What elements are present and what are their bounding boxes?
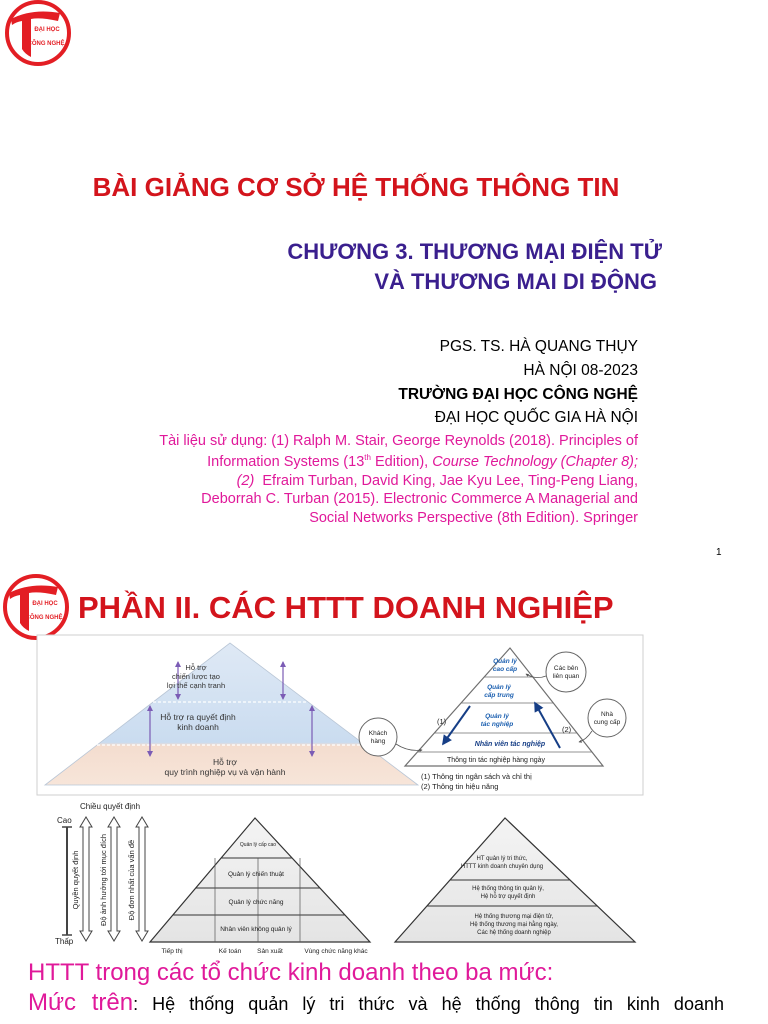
reference-line-3-text: Efraim Turban, David King, Jae Kyu Lee, Ting-Peng Liang, bbox=[254, 473, 638, 489]
author: PGS. TS. HÀ QUANG THỤY bbox=[439, 338, 638, 355]
legend-item: (2) Thông tin hiệu năng bbox=[421, 782, 499, 791]
strategy-middle-label: kinh doanh bbox=[177, 722, 219, 732]
organisation-pyramid bbox=[150, 818, 370, 955]
strategy-top-label: lợi thế cạnh tranh bbox=[166, 681, 226, 690]
chapter-title-line2: VÀ THƯƠNG MAI DI ĐỘNG bbox=[374, 269, 657, 294]
systems-middle-label: Hệ thống thông tin quản lý, bbox=[472, 886, 544, 892]
levels-intro: HTTT trong các tổ chức kinh doanh theo ba mức: bbox=[28, 959, 554, 986]
decision-dimensions bbox=[55, 802, 148, 946]
org-level-label: Nhân viên không quản lý bbox=[220, 926, 292, 933]
systems-top-label: HT quản lý tri thức, bbox=[476, 856, 528, 862]
stakeholders-label: Các bên bbox=[553, 665, 579, 672]
level-operational-label: tác nghiệp bbox=[480, 721, 514, 728]
function-label: Vùng chức năng khác bbox=[304, 948, 368, 955]
level-middle-label: cấp trung bbox=[484, 692, 514, 699]
stakeholders-circle bbox=[546, 652, 586, 692]
systems-pyramid bbox=[395, 818, 635, 942]
axis-low-label: Thấp bbox=[55, 937, 74, 946]
level-middle-label: Quản lý bbox=[487, 684, 511, 691]
stakeholders-label: liên quan bbox=[552, 673, 580, 680]
level-top-description: : Hệ thống quản lý tri thức và hệ thống thông tin kinh doanh bbox=[133, 994, 724, 1014]
reference-line-1: Tài liệu sử dụng: (1) Ralph M. Stair, George Reynolds (2018). Principles of bbox=[159, 433, 638, 449]
reference-line-3-italic: (2) bbox=[236, 473, 255, 489]
org-level-label: Quản lý chức năng bbox=[228, 899, 284, 906]
systems-bottom-label: Các hệ thống doanh nghiệp bbox=[477, 930, 551, 936]
suppliers-circle bbox=[588, 699, 626, 737]
level-top-label: Quản lý bbox=[493, 658, 517, 665]
systems-bottom-label: Hệ thống thương mại điện tử, bbox=[474, 914, 554, 920]
decision-axis-title: Chiều quyết định bbox=[80, 802, 141, 811]
dimension-label: Độ ảnh hưởng tới mục đích bbox=[99, 834, 108, 926]
level-top-label: Mức trên bbox=[28, 989, 134, 1016]
strategy-top-label: chiến lược tạo bbox=[172, 672, 220, 681]
systems-top-label: HTTT kinh doanh chuyên dụng bbox=[460, 864, 544, 870]
level-operational-label: Quản lý bbox=[485, 713, 509, 720]
strategy-top-label: Hỗ trợ bbox=[185, 663, 207, 672]
hollow-double-arrow bbox=[80, 817, 92, 941]
daily-info-label: Thông tin tác nghiệp hàng ngày bbox=[446, 757, 546, 764]
reference-superscript: th bbox=[364, 453, 371, 462]
logo-text-line2: CÔNG NGHỆ bbox=[27, 41, 65, 47]
hollow-double-arrow bbox=[108, 817, 120, 941]
axis-high-label: Cao bbox=[57, 816, 72, 825]
chapter-title-line1: CHƯƠNG 3. THƯƠNG MẠI ĐIỆN TỬ bbox=[287, 239, 662, 264]
function-label: Tiếp thị bbox=[161, 948, 183, 955]
customers-label: Khách bbox=[368, 730, 388, 737]
place-date: HÀ NỘI 08-2023 bbox=[523, 362, 638, 379]
logo-text-line1: ĐẠI HỌC bbox=[32, 601, 58, 607]
organisation-pyramid-shape bbox=[150, 818, 370, 942]
dimension-label: Quyền quyết định bbox=[71, 850, 80, 910]
lecture-title: BÀI GIẢNG CƠ SỞ HỆ THỐNG THÔNG TIN bbox=[92, 172, 620, 202]
customers-label: hàng bbox=[370, 738, 386, 745]
strategy-middle-label: Hỗ trợ ra quyết định bbox=[160, 712, 236, 722]
section-title: PHẦN II. CÁC HTTT DOANH NGHIỆP bbox=[78, 590, 614, 625]
school-name: TRƯỜNG ĐẠI HỌC CÔNG NGHỆ bbox=[398, 386, 638, 403]
arrow-1-label: (1) bbox=[437, 717, 447, 726]
dimension-label: Độ đơn nhất của vấn đề bbox=[127, 839, 136, 921]
arrow-2-label: (2) bbox=[562, 725, 572, 734]
hollow-double-arrow bbox=[136, 817, 148, 941]
suppliers-label: cung cấp bbox=[593, 719, 621, 726]
logo-text-line1: ĐẠI HỌC bbox=[34, 27, 60, 33]
legend-item: (1) Thông tin ngân sách và chỉ thị bbox=[421, 772, 532, 781]
suppliers-label: Nhà bbox=[601, 711, 613, 718]
systems-middle-label: Hệ hỗ trợ quyết định bbox=[480, 894, 536, 900]
reference-line-2-text: Information Systems (13 bbox=[207, 454, 365, 470]
page-number: 1 bbox=[716, 547, 722, 558]
reference-line-2-text-b: Edition), bbox=[370, 454, 433, 470]
staff-label: Nhân viên tác nghiệp bbox=[474, 741, 546, 748]
systems-bottom-label: Hệ thống thương mại hằng ngày, bbox=[470, 922, 558, 928]
strategy-bottom-label: quy trình nghiệp vụ và vận hành bbox=[164, 767, 286, 777]
function-label: Sản xuất bbox=[257, 948, 283, 955]
level-top-paragraph bbox=[28, 988, 724, 1019]
logo-text-line2: CÔNG NGHỆ bbox=[25, 615, 63, 621]
org-level-label: Quản lý cấp cao bbox=[239, 842, 277, 848]
customers-circle bbox=[359, 718, 397, 756]
reference-line-4: Deborrah C. Turban (2015). Electronic Commerce A Managerial and bbox=[201, 491, 638, 507]
university-name: ĐẠI HỌC QUỐC GIA HÀ NỘI bbox=[434, 409, 638, 426]
strategy-bottom-label: Hỗ trợ bbox=[213, 757, 237, 767]
reference-line-2-italic: Course Technology (Chapter 8); bbox=[432, 454, 638, 470]
org-level-label: Quản lý chiến thuật bbox=[227, 871, 285, 878]
level-top-label: cao cấp bbox=[492, 666, 518, 673]
function-label: Kế toán bbox=[218, 948, 242, 955]
reference-line-5: Social Networks Perspective (8th Edition). Springer bbox=[309, 510, 638, 526]
